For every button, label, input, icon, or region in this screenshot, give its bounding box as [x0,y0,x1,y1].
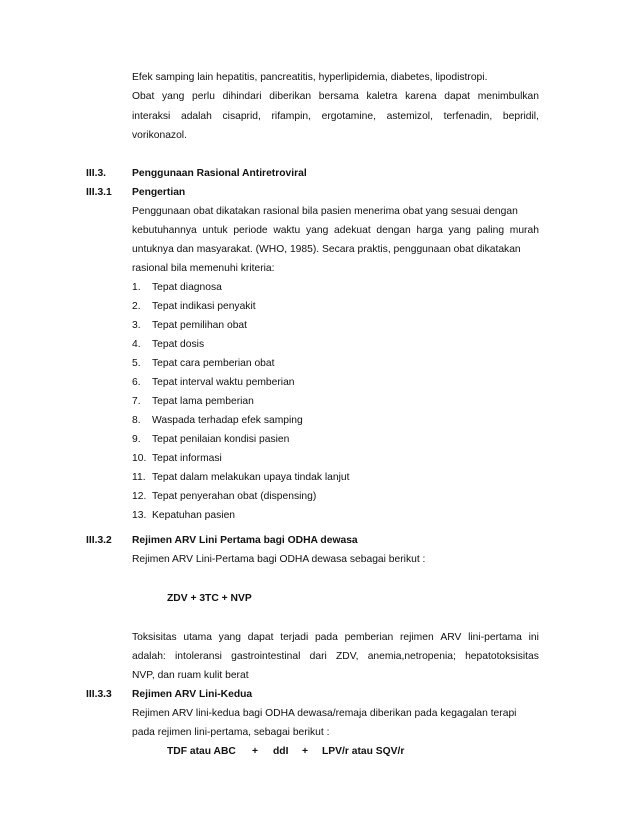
word: adalah [180,111,212,122]
avoid-paragraph-line-1 [132,90,539,103]
word: paling [476,225,505,236]
word: lini-pertama [468,632,522,643]
second-line-para-line-1: Rejimen ARV lini-kedua bagi ODHA dewasa/remaja diberikan pada kegagalan terapi [132,708,517,719]
section-3-number: III.3. [86,168,107,179]
word: terfenadin, [443,111,493,122]
definition-line-2 [132,224,539,237]
word: kaletra [366,91,398,102]
word: waktu [273,225,301,236]
word: harga [416,225,443,236]
criteria-text: Tepat dosis [152,339,205,350]
criteria-item [132,452,222,465]
criteria-number: 2. [132,301,141,312]
word: astemizol, [386,111,433,122]
criteria-item [132,471,349,484]
word: yang [218,632,242,643]
section-3-1-title: Pengertian [132,187,186,198]
second-line-regimen-plus-1: + [252,746,259,757]
word: bepridil, [502,111,539,122]
section-3-2-number: III.3.2 [86,535,112,546]
criteria-number: 8. [132,415,141,426]
avoid-paragraph-line-3: vorikonazol. [132,130,187,141]
word: hepatotoksisitas [465,651,539,662]
word: diberikan [269,91,312,102]
criteria-number: 7. [132,396,141,407]
word: adalah: [132,651,166,662]
word: periode [233,225,268,236]
criteria-text: Tepat penilaian kondisi pasien [152,434,290,445]
word: dapat [247,632,274,643]
criteria-number: 4. [132,339,141,350]
criteria-item [132,395,254,408]
word: ZDV, [335,651,359,662]
criteria-number: 1. [132,282,141,293]
criteria-number: 11. [132,472,146,483]
criteria-text: Waspada terhadap efek samping [152,415,303,426]
side-effects-line: Efek samping lain hepatitis, pancreatitis, hyperlipidemia, diabetes, lipodistropi. [132,72,488,83]
second-line-regimen-plus-2: + [302,746,309,757]
word: dengan [376,225,411,236]
criteria-number: 6. [132,377,141,388]
word: Obat [132,91,155,102]
criteria-number: 9. [132,434,141,445]
criteria-text: Tepat informasi [152,453,222,464]
word: terjadi [280,632,309,643]
word: ARV [440,632,462,643]
criteria-item [132,338,204,351]
word: murah [509,225,539,236]
word: bersama [318,91,359,102]
word: ini [528,632,539,643]
word: anemia,netropenia; [367,651,456,662]
criteria-item [132,490,316,503]
word: menimbulkan [477,91,539,102]
criteria-text: Tepat dalam melakukan upaya tindak lanjut [152,472,350,483]
definition-line-1: Penggunaan obat dikatakan rasional bila pasien menerima obat yang sesuai dengan [132,206,518,217]
criteria-item [132,281,222,294]
word: yang [162,91,185,102]
criteria-number: 13. [132,510,147,521]
criteria-item [132,357,275,370]
criteria-text: Kepatuhan pasien [152,510,236,521]
avoid-paragraph-line-2 [132,110,539,123]
criteria-number: 10. [132,453,147,464]
section-3-1-number: III.3.1 [86,187,112,198]
word: untuk [202,225,228,236]
word: dari [309,651,327,662]
first-line-intro: Rejimen ARV Lini-Pertama bagi ODHA dewasa sebagai berikut : [132,554,426,565]
word: ergotamine, [321,111,376,122]
criteria-item [132,414,303,427]
word: adekuat [334,225,371,236]
word: pemberian [344,632,394,643]
word: intoleransi [175,651,222,662]
word: yang [305,225,329,236]
section-3-3-number: III.3.3 [86,689,112,700]
criteria-item [132,509,235,522]
criteria-text: Tepat diagnosa [152,282,222,293]
word: kebutuhannya [132,225,197,236]
word: dihindari [222,91,262,102]
criteria-text: Tepat interval waktu pemberian [152,377,295,388]
criteria-text: Tepat indikasi penyakit [152,301,256,312]
criteria-number: 12. [132,491,147,502]
word: Toksisitas [132,632,177,643]
criteria-item [132,376,295,389]
definition-line-4: rasional bila memenuhi kriteria: [132,263,275,274]
criteria-item [132,433,289,446]
second-line-para-line-2: pada rejimen lini-pertama, sebagai berikut : [132,727,330,738]
word: pada [314,632,338,643]
section-3-title: Penggunaan Rasional Antiretroviral [132,168,307,179]
toxicity-line-1 [132,631,539,644]
toxicity-line-3: NVP, dan ruam kulit berat [132,670,249,681]
criteria-item [132,319,247,332]
word: utama [183,632,212,643]
first-line-regimen: ZDV + 3TC + NVP [167,593,252,604]
criteria-text: Tepat cara pemberian obat [152,358,275,369]
word: rifampin, [271,111,311,122]
word: dapat [444,91,471,102]
word: yang [448,225,471,236]
criteria-text: Tepat pemilihan obat [152,320,248,331]
word: karena [405,91,437,102]
second-line-regimen-part-3: LPV/r atau SQV/r [322,746,405,757]
second-line-regimen-part-2: ddI [273,746,289,757]
criteria-number: 5. [132,358,141,369]
toxicity-line-2 [132,650,539,663]
criteria-text: Tepat lama pemberian [152,396,254,407]
section-3-2-title: Rejimen ARV Lini Pertama bagi ODHA dewasa [132,535,358,546]
word: interaksi [132,111,171,122]
criteria-text: Tepat penyerahan obat (dispensing) [152,491,317,502]
section-3-3-title: Rejimen ARV Lini-Kedua [132,689,253,700]
word: gastrointestinal [231,651,301,662]
second-line-regimen-part-1: TDF atau ABC [167,746,236,757]
definition-line-3: untuknya dan masyarakat. (WHO, 1985). Secara praktis, penggunaan obat dikatakan [132,244,521,255]
criteria-number: 3. [132,320,141,331]
word: rejimen [399,632,434,643]
word: perlu [192,91,215,102]
word: cisaprid, [222,111,261,122]
criteria-item [132,300,256,313]
